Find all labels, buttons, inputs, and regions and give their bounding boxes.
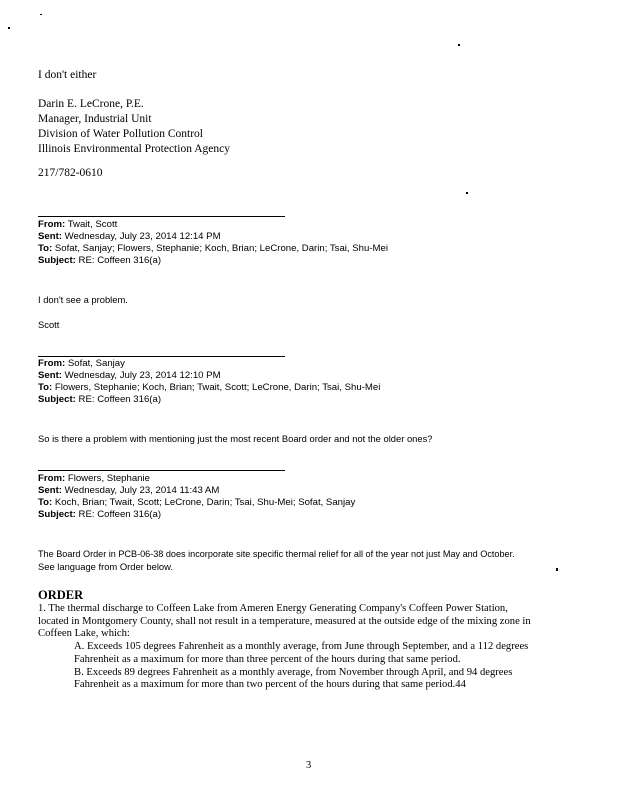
order-item-line: A. Exceeds 105 degrees Fahrenheit as a monthly average, from June through September, and a 112 degrees <box>74 641 529 652</box>
order-paragraph-line: located in Montgomery County, shall not result in a temperature, measured at the outside edge of the mixing zone in <box>38 615 531 627</box>
signature-division: Division of Water Pollution Control <box>38 128 203 140</box>
email-subject: Subject: RE: Coffeen 316(a) <box>38 255 162 266</box>
email-body-line: I don't see a problem. <box>38 294 128 305</box>
scan-speck <box>8 27 10 29</box>
order-item-line: B. Exceeds 89 degrees Fahrenheit as a monthly average, from November through April, and 94 degrees <box>74 666 513 678</box>
email-subject: Subject: RE: Coffeen 316(a) <box>38 394 162 405</box>
page-number: 3 <box>306 760 312 771</box>
order-item-line: Fahrenheit as a maximum for more than three percent of the hours during that same period. <box>74 653 461 665</box>
signature-phone: 217/782-0610 <box>38 167 103 179</box>
email-body-line: See language from Order below. <box>38 561 173 572</box>
scan-speck <box>40 14 42 15</box>
signature-title: Manager, Industrial Unit <box>38 113 152 125</box>
email-to: To: Sofat, Sanjay; Flowers, Stephanie; Koch, Brian; LeCrone, Darin; Tsai, Shu-Mei <box>38 243 388 254</box>
header-divider <box>38 356 285 357</box>
scan-speck <box>466 192 468 194</box>
email-body-line: Scott <box>38 319 60 330</box>
reply-text: I don't either <box>38 69 97 81</box>
header-divider <box>38 470 285 471</box>
email-from: From: Flowers, Stephanie <box>38 473 150 484</box>
scan-speck <box>458 44 460 46</box>
signature-name: Darin E. LeCrone, P.E. <box>38 98 144 110</box>
email-from: From: Twait, Scott <box>38 219 118 230</box>
order-item-line: Fahrenheit as a maximum for more than two percent of the hours during that same period.44 <box>74 679 466 691</box>
signature-agency: Illinois Environmental Protection Agency <box>38 143 230 155</box>
email-sent: Sent: Wednesday, July 23, 2014 12:14 PM <box>38 231 221 242</box>
scan-speck <box>556 568 558 571</box>
email-body-line: The Board Order in PCB-06-38 does incorporate site specific thermal relief for all of the year not just May and October. <box>38 549 515 559</box>
order-paragraph-line: 1. The thermal discharge to Coffeen Lake from Ameren Energy Generating Company's Coffeen Power Station, <box>38 603 508 614</box>
email-sent: Sent: Wednesday, July 23, 2014 11:43 AM <box>38 485 220 496</box>
email-subject: Subject: RE: Coffeen 316(a) <box>38 509 162 520</box>
header-divider <box>38 216 285 217</box>
email-body-line: So is there a problem with mentioning just the most recent Board order and not the older ones? <box>38 433 433 444</box>
email-from: From: Sofat, Sanjay <box>38 358 125 369</box>
order-paragraph-line: Coffeen Lake, which: <box>38 628 130 640</box>
email-sent: Sent: Wednesday, July 23, 2014 12:10 PM <box>38 370 221 381</box>
email-to: To: Flowers, Stephanie; Koch, Brian; Twait, Scott; LeCrone, Darin; Tsai, Shu-Mei <box>38 382 381 393</box>
order-heading: ORDER <box>38 588 84 602</box>
email-to: To: Koch, Brian; Twait, Scott; LeCrone, Darin; Tsai, Shu-Mei; Sofat, Sanjay <box>38 497 356 508</box>
